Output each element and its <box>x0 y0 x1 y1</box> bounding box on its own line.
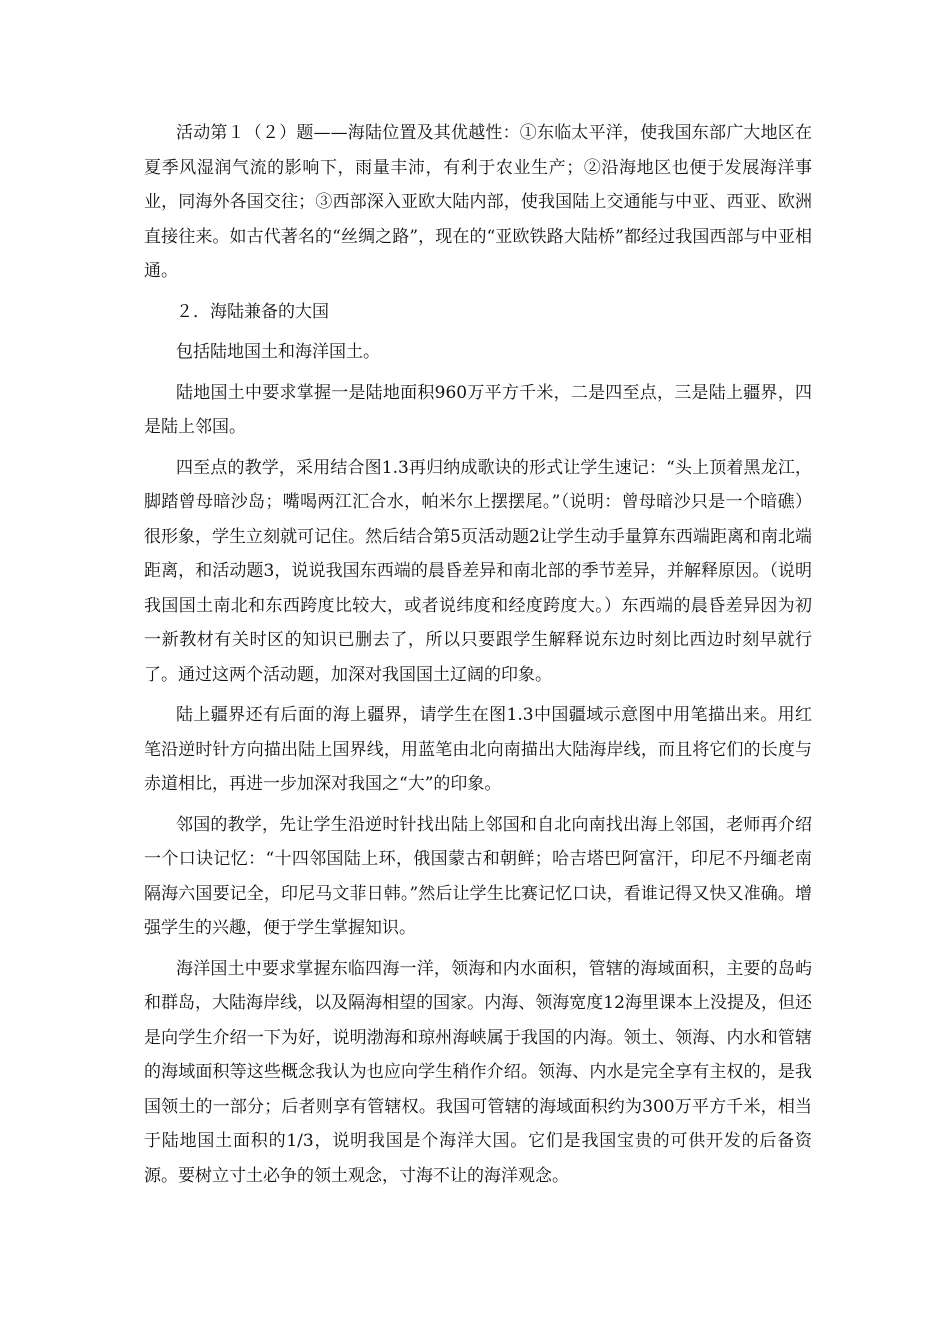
paragraph-land-territory: 陆地国土中要求掌握一是陆地面积960万平方千米，二是四至点，三是陆上疆界，四是陆上邻国。 <box>144 382 812 437</box>
paragraph-ocean-territory: 海洋国土中要求掌握东临四海一洋，领海和内水面积，管辖的海域面积，主要的岛屿和群岛，大陆海岸线，以及隔海相望的国家。内海、领海宽度12海里课本上没提及，但还是向学生介绍一下为好，说明渤海和琼州海峡属于我国的内海。领土、领海、内水和管辖的海域面积等这些概念我认为也应向学生稍作介绍。领海、内水是完全享有主权的，是我国领土的一部分；后者则享有管辖权。我国可管辖的海域面积约为300万平方千米，相当于陆地国土面积的1/3，说明我国是个海洋大国。它们是我国宝贵的可供开发的后备资源。要树立寸土必争的领土观念，寸海不让的海洋观念。 <box>144 958 812 1186</box>
document-body <box>144 116 812 1199</box>
section-heading-land-sea-country: ２．海陆兼备的大国 <box>176 301 329 322</box>
paragraph-land-borders: 陆上疆界还有后面的海上疆界，请学生在图1.3中国疆域示意图中用笔描出来。用红笔沿逆时针方向描出陆上国界线，用蓝笔由北向南描出大陆海岸线，而且将它们的长度与赤道相比，再进一步加深对我国之“大”的印象。 <box>144 705 812 794</box>
paragraph-includes: 包括陆地国土和海洋国土。 <box>176 342 380 362</box>
paragraph-four-extreme-points: 四至点的教学，采用结合图1.3再归纳成歌诀的形式让学生速记：“头上顶着黑龙江，脚踏曾母暗沙岛；嘴喝两江汇合水，帕米尔上摆摆尾。”（说明：曾母暗沙只是一个暗礁）很形象，学生立刻就可记住。然后结合第5页活动题2让学生动手量算东西端距离和南北端距离，和活动题3，说说我国东西端的晨昏差异和南北部的季节差异，并解释原因。（说明我国国土南北和东西跨度比较大，或者说纬度和经度跨度大。）东西端的晨昏差异因为初一新教材有关时区的知识已删去了，所以只要跟学生解释说东边时刻比西边时刻早就行了。通过这两个活动题，加深对我国国土辽阔的印象。 <box>144 457 812 685</box>
paragraph-activity-1-2: 活动第１（２）题——海陆位置及其优越性：①东临太平洋，使我国东部广大地区在夏季风湿润气流的影响下，雨量丰沛，有利于农业生产；②沿海地区也便于发展海洋事业，同海外各国交往；③西部深入亚欧大陆内部，使我国陆上交通能与中亚、西亚、欧洲直接往来。如古代著名的“丝绸之路”，现在的“亚欧铁路大陆桥”都经过我国西部与中亚相通。 <box>144 123 812 281</box>
paragraph-neighbor-countries: 邻国的教学，先让学生沿逆时针找出陆上邻国和自北向南找出海上邻国，老师再介绍一个口诀记忆：“十四邻国陆上环，俄国蒙古和朝鲜；哈吉塔巴阿富汗，印尼不丹缅老南隔海六国要记全，印尼马文菲日韩。”然后让学生比赛记忆口诀，看谁记得又快又准确。增强学生的兴趣，便于学生掌握知识。 <box>144 814 812 938</box>
